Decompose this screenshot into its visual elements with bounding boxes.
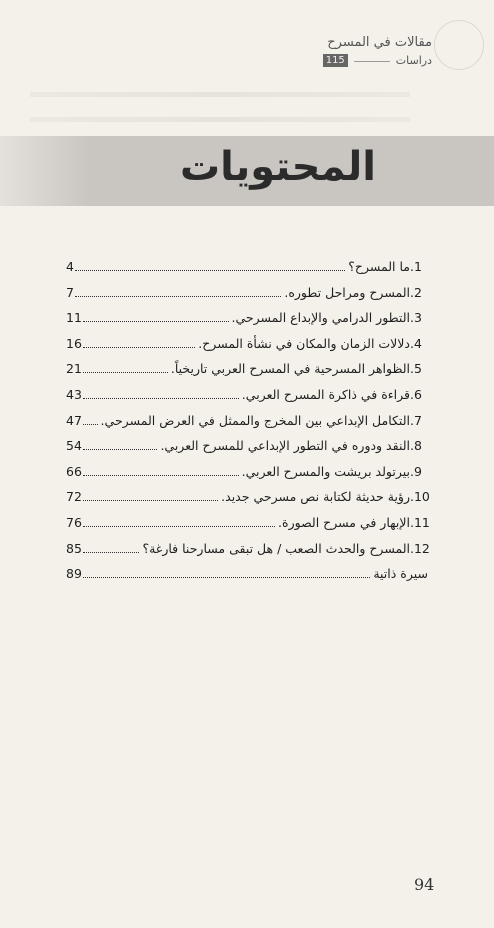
- toc-entry: [66, 361, 432, 387]
- toc-entry-title: سيرة ذاتية: [373, 566, 428, 582]
- dot-leader: [83, 500, 218, 501]
- toc-entry: [66, 387, 432, 413]
- toc-entry-page: 21: [66, 361, 82, 377]
- toc-entry-number: .1: [410, 259, 422, 274]
- toc-entry: [66, 566, 432, 592]
- toc-entry-number: .5: [410, 361, 422, 377]
- toc-entry-page: 66: [66, 463, 82, 479]
- toc-entry-title: الظواهر المسرحية في المسرح العربي تاريخياً.: [170, 361, 410, 377]
- toc-entry-title: دلالات الزمان والمكان في نشأة المسرح.: [198, 335, 410, 351]
- toc-entry-number: .10: [410, 489, 430, 505]
- toc-entry: [66, 336, 432, 362]
- toc-entry-number: .6: [410, 386, 422, 402]
- page-number: 94: [414, 875, 435, 894]
- toc-entry-number: .4: [410, 335, 422, 351]
- corner-ornament: [434, 20, 484, 70]
- toc-entry: [66, 438, 432, 464]
- series-rule: [354, 61, 390, 62]
- bleed-through: [30, 92, 410, 97]
- toc-entry-number: .11: [410, 514, 430, 530]
- page-title: المحتويات: [179, 144, 376, 190]
- dot-leader: [83, 424, 98, 425]
- series-number: 115: [323, 54, 348, 67]
- bleed-through: [30, 117, 410, 122]
- toc-entry: [66, 515, 432, 541]
- toc-entry-title: النقد ودوره في التطور الإبداعي للمسرح العربي.: [160, 438, 410, 454]
- toc-entry-title: ما المسرح؟: [348, 259, 410, 274]
- dot-leader: [83, 321, 229, 322]
- toc-entry: [66, 489, 432, 515]
- toc-entry-page: 7: [66, 284, 74, 300]
- dot-leader: [83, 552, 140, 553]
- toc-entry-number: .2: [410, 284, 422, 300]
- series-name: دراسات: [395, 54, 432, 67]
- toc-entry-number: .8: [410, 438, 422, 454]
- dot-leader: [83, 347, 195, 348]
- toc-entry-title: قراءة في ذاكرة المسرح العربي.: [241, 386, 410, 402]
- toc-entry-title: التكامل الإبداعي بين المخرج والممثل في العرض المسرحي.: [100, 412, 410, 428]
- toc-entry-page: 72: [66, 489, 82, 505]
- toc-entry: [66, 310, 432, 336]
- toc-entry-number: .3: [410, 310, 422, 326]
- toc-entry-page: 76: [66, 514, 82, 530]
- dot-leader: [75, 296, 281, 297]
- toc-entry-number: .12: [410, 540, 430, 556]
- dot-leader: [83, 577, 370, 578]
- dot-leader: [83, 526, 275, 527]
- toc-entry-title: الإبهار في مسرح الصورة.: [278, 514, 410, 530]
- toc-entry-title: رؤية حديثة لكتابة نص مسرحي جديد.: [221, 489, 410, 505]
- toc-entry-title: بيرتولد بريشت والمسرح العربي.: [241, 463, 410, 479]
- toc-entry-page: 11: [66, 310, 82, 326]
- toc-entry: [66, 541, 432, 567]
- toc-entry-title: المسرح ومراحل تطوره.: [284, 284, 410, 300]
- dot-leader: [75, 270, 345, 271]
- toc-entry-page: 85: [66, 540, 82, 556]
- dot-leader: [83, 475, 239, 476]
- toc-entry-title: المسرح والحدث الصعب / هل تبقى مسارحنا فارغة؟: [142, 540, 410, 556]
- toc-entry: [66, 464, 432, 490]
- toc-entry-page: 16: [66, 335, 82, 351]
- toc-entry-page: 47: [66, 412, 82, 428]
- table-of-contents: [66, 259, 432, 592]
- series-label: [323, 54, 432, 67]
- toc-entry-page: 54: [66, 438, 82, 454]
- series-title: مقالات في المسرح: [327, 35, 432, 50]
- dot-leader: [83, 398, 239, 399]
- toc-entry: [66, 413, 432, 439]
- toc-entry: [66, 259, 432, 285]
- toc-entry-title: التطور الدرامي والإبداع المسرحي.: [231, 310, 410, 326]
- toc-entry-page: 4: [66, 259, 74, 274]
- toc-entry-number: .7: [410, 412, 422, 428]
- toc-entry: [66, 285, 432, 311]
- dot-leader: [83, 449, 158, 450]
- dot-leader: [83, 372, 168, 373]
- toc-entry-number: .9: [410, 463, 422, 479]
- toc-entry-page: 89: [66, 566, 82, 582]
- title-band-fade: [0, 136, 90, 206]
- toc-entry-page: 43: [66, 386, 82, 402]
